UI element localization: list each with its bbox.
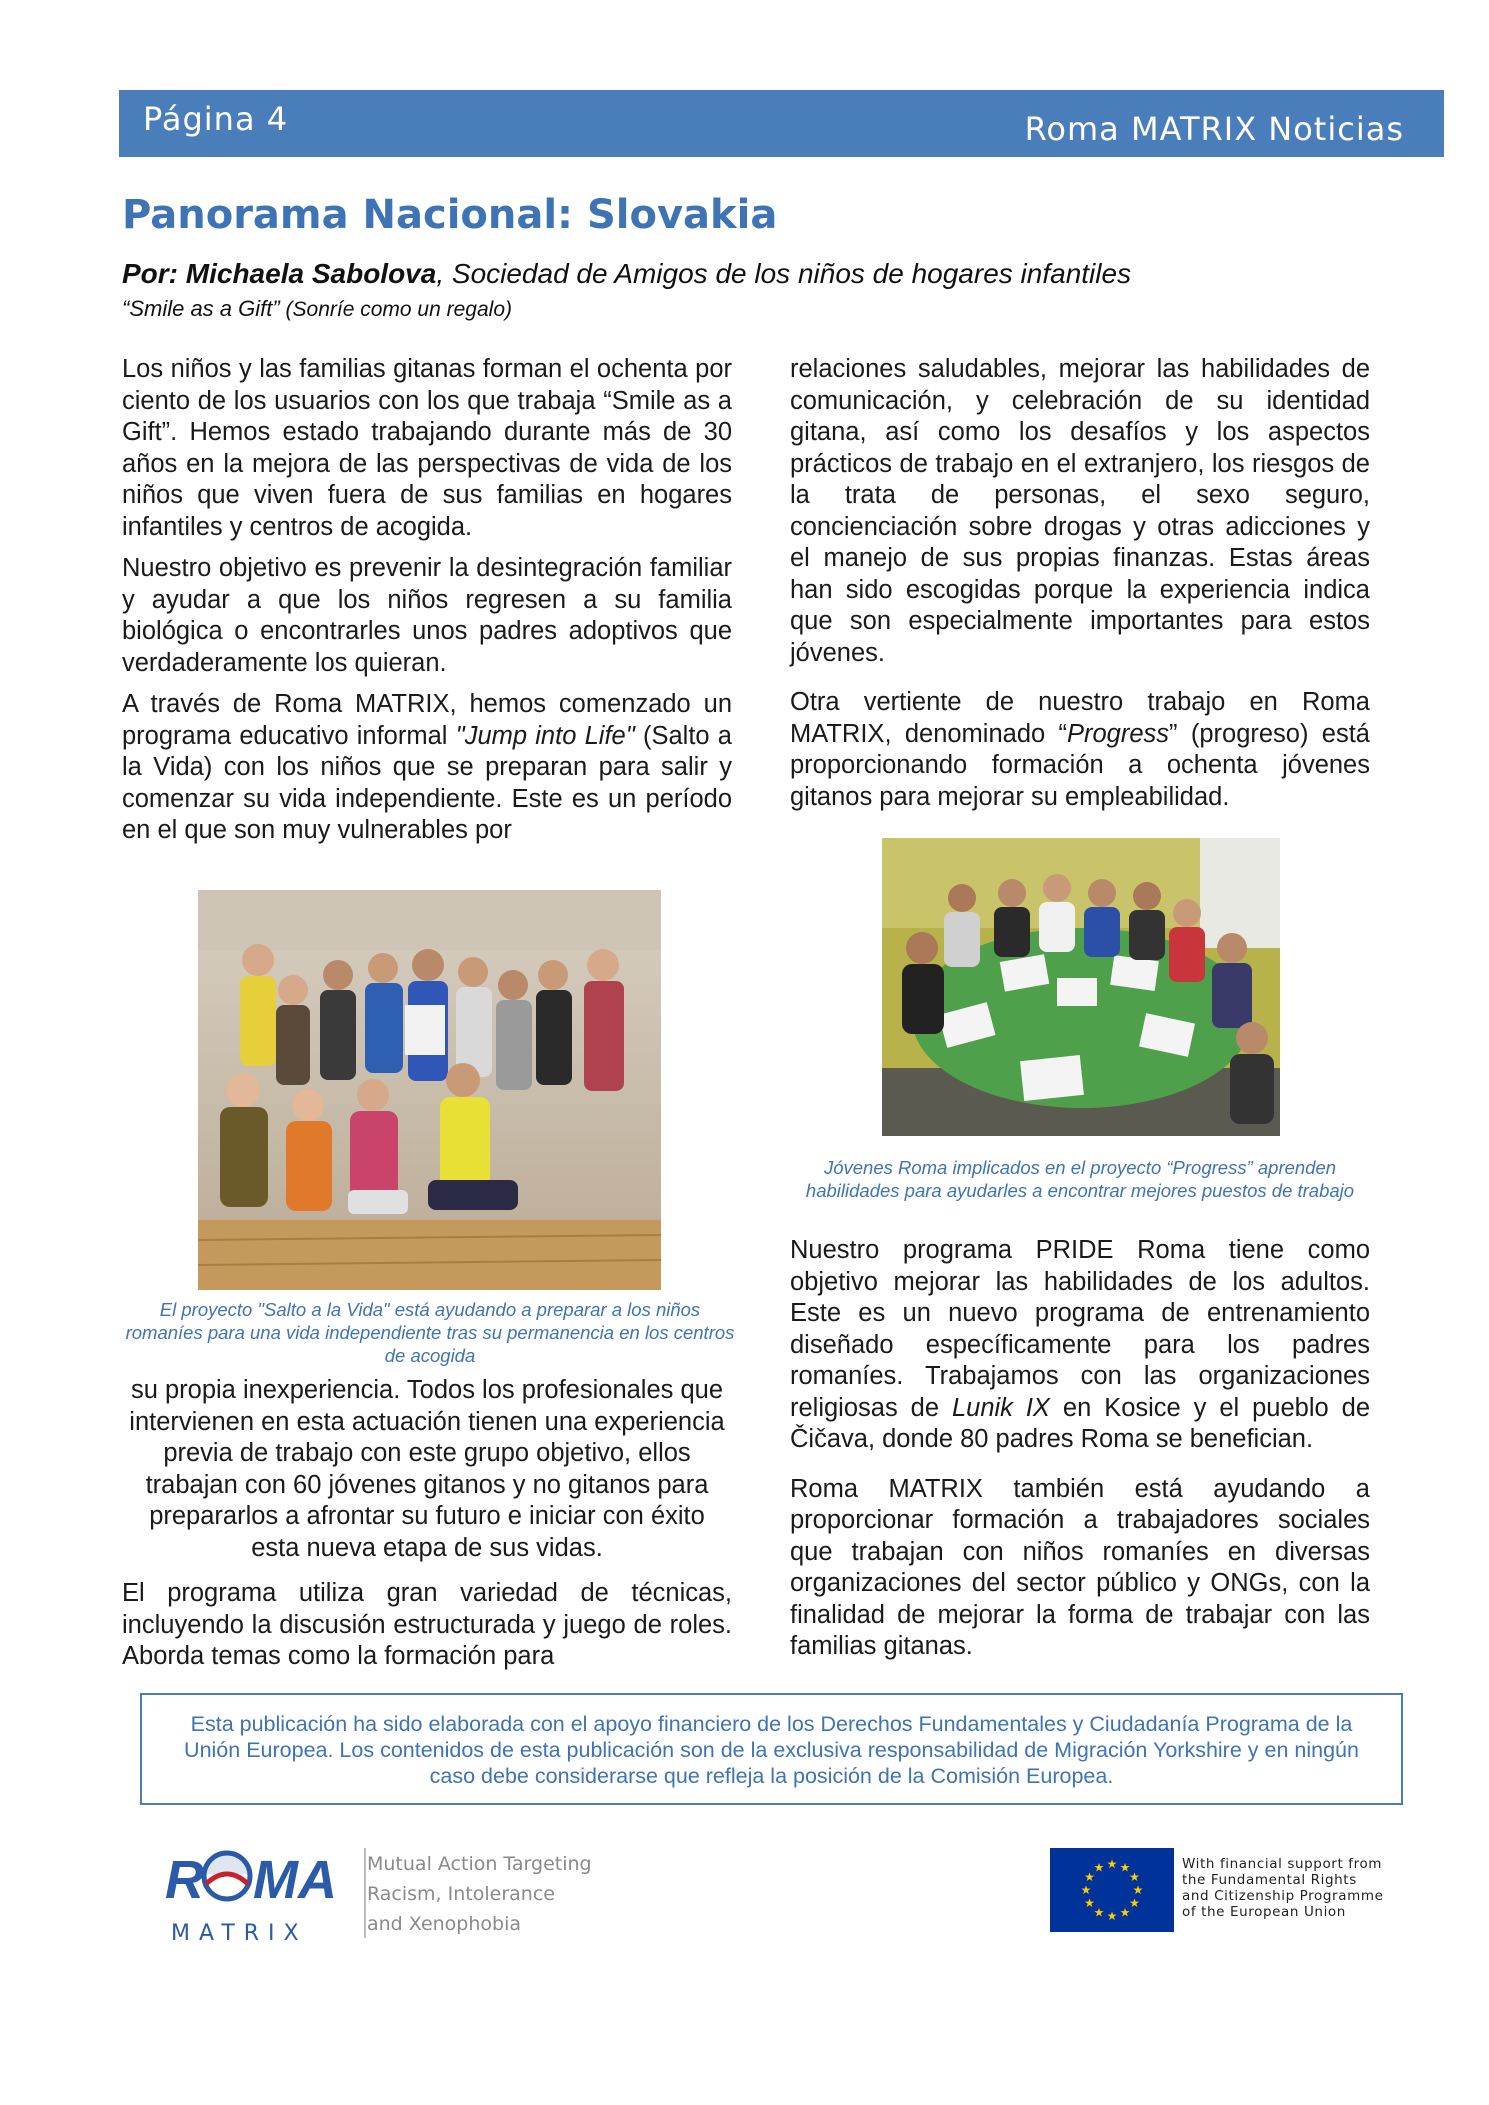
eu-star-icon: ★: [1129, 1896, 1140, 1910]
article-subtitle: [122, 296, 512, 322]
eu-line: and Citizenship Programme: [1182, 1888, 1384, 1904]
photo-caption-right: Jóvenes Roma implicados en el proyecto “Progress” aprenden habilidades para ayudarles a encontrar mejores puestos de trabajo: [805, 1157, 1355, 1201]
paragraph: Nuestro objetivo es prevenir la desintegración familiar y ayudar a que los niños regresen a su familia biológica o encontrarles unos padres adoptivos que verdaderamente los quieran.: [122, 554, 732, 677]
paragraph: A través de Roma MATRIX, hemos comenzado un programa educativo informal "Jump into Life" (Salto a la Vida) con los niños que se preparan para salir y comenzar su vida independiente. Este es un período en el que son muy vulnerables por: [122, 690, 732, 844]
eu-flag-icon: [1050, 1848, 1174, 1932]
eu-star-icon: ★: [1080, 1883, 1092, 1897]
program-name: Progress: [1067, 719, 1170, 748]
photo-caption-left: El proyecto "Salto a la Vida" está ayudando a preparar a los niños romaníes para una vida independiente tras su permanencia en los centros de acogida: [125, 1299, 735, 1366]
eu-line: of the European Union: [1182, 1904, 1346, 1920]
paragraph: su propia inexperiencia. Todos los profesionales que intervienen en esta actuación tienen una experiencia previa de trabajo con este grupo objetivo, ellos trabajan con 60 jóvenes gitanos y no gitanos para prepararlos a afrontar su futuro e iniciar con éxito esta nueva etapa de sus vidas.: [129, 1376, 725, 1562]
eu-star-icon: ★: [1106, 1857, 1118, 1871]
roma-matrix-logo: [165, 1840, 605, 1950]
subtitle-main: “Smile as a Gift”: [122, 296, 280, 321]
funding-disclaimer: Esta publicación ha sido elaborada con el apoyo financiero de los Derechos Fundamentales y Ciudadanía Programa de la Unión Europea. Los contenidos de esta publicación son de la exclusiva responsabilidad de Migración Yorkshire y en ningún caso debe considerarse que refleja la posición de la Comisión Europea.: [140, 1693, 1403, 1805]
eu-star-icon: ★: [1132, 1883, 1144, 1897]
paragraph: relaciones saludables, mejorar las habilidades de comunicación, y celebración de su identidad gitana, así como los desafíos y los aspectos prácticos de trabajo en el extranjero, los riesgos de la trata de personas, el sexo seguro, concienciación sobre drogas y otras adicciones y el manejo de sus propias finanzas. Estas áreas han sido escogidas porque la experiencia indica que son especialmente importantes para estos jóvenes.: [790, 355, 1370, 667]
eu-star-icon: ★: [1119, 1860, 1131, 1875]
svg-text:MA: MA: [253, 1850, 337, 1910]
svg-text:R: R: [165, 1850, 204, 1910]
article-title: Panorama Nacional: Slovakia: [122, 192, 778, 238]
page-header: [119, 90, 1444, 157]
byline-prefix: Por:: [122, 258, 178, 289]
left-column-bottom: [122, 1375, 732, 1683]
eu-star-icon: ★: [1119, 1905, 1131, 1920]
place-name: Lunik IX: [951, 1393, 1050, 1422]
newsletter-name: Roma MATRIX Noticias: [1024, 110, 1404, 148]
right-column-bottom: [790, 1235, 1370, 1681]
logo-tagline-2: Racism, Intolerance: [367, 1883, 555, 1905]
eu-line: With financial support from: [1182, 1856, 1383, 1872]
eu-star-icon: ★: [1093, 1905, 1105, 1920]
right-column-top: [790, 354, 1370, 823]
program-name: "Jump into Life": [455, 721, 635, 750]
paragraph: Nuestro programa PRIDE Roma tiene como objetivo mejorar las habilidades de los adultos. Este es un nuevo programa de entrenamiento diseñado específicamente para los padres romaníes. Trabajamos con las organizaciones religiosas de Lunik IX en Kosice y el pueblo de Čičava, donde 80 padres Roma se benefician.: [790, 1236, 1371, 1453]
eu-line: the Fundamental Rights: [1182, 1872, 1357, 1888]
classroom-photo-progress: [882, 838, 1280, 1136]
author-name: Michaela Sabolova: [185, 258, 437, 289]
group-photo-jump-into-life: [198, 890, 661, 1290]
logo-tagline-3: and Xenophobia: [367, 1913, 522, 1935]
logo-tagline-1: Mutual Action Targeting: [367, 1853, 592, 1875]
subtitle-translation: (Sonríe como un regalo): [279, 298, 512, 321]
logo-subword: MATRIX: [171, 1921, 308, 1946]
byline: [122, 258, 1131, 290]
eu-star-icon: ★: [1084, 1870, 1095, 1884]
eu-funding-text: [1182, 1856, 1412, 1920]
paragraph: Otra vertiente de nuestro trabajo en Roma MATRIX, denominado “Progress” (progreso) está proporcionando formación a ochenta jóvenes gitanos para mejorar su empleabilidad.: [790, 688, 1370, 811]
page-number: Página 4: [143, 100, 289, 138]
eu-star-icon: ★: [1129, 1870, 1140, 1884]
paragraph: El programa utiliza gran variedad de técnicas, incluyendo la discusión estructurada y juego de roles. Aborda temas como la formación para: [122, 1579, 732, 1670]
eu-star-icon: ★: [1093, 1860, 1105, 1875]
paragraph: Roma MATRIX también está ayudando a proporcionar formación a trabajadores sociales que trabajan con niños romaníes en diversas organizaciones del sector público y ONGs, con la finalidad de mejorar la forma de trabajar con las familias gitanas.: [790, 1474, 1370, 1660]
author-organization: , Sociedad de Amigos de los niños de hogares infantiles: [436, 258, 1132, 289]
eu-star-icon: ★: [1084, 1896, 1095, 1910]
paragraph: Los niños y las familias gitanas forman el ochenta por ciento de los usuarios con los que trabaja “Smile as a Gift”. Hemos estado trabajando durante más de 30 años en la mejora de las perspectivas de vida de los niños que viven fuera de sus familias en hogares infantiles y centros de acogida.: [122, 355, 732, 541]
eu-star-icon: ★: [1106, 1909, 1118, 1923]
left-column-top: [122, 354, 732, 857]
